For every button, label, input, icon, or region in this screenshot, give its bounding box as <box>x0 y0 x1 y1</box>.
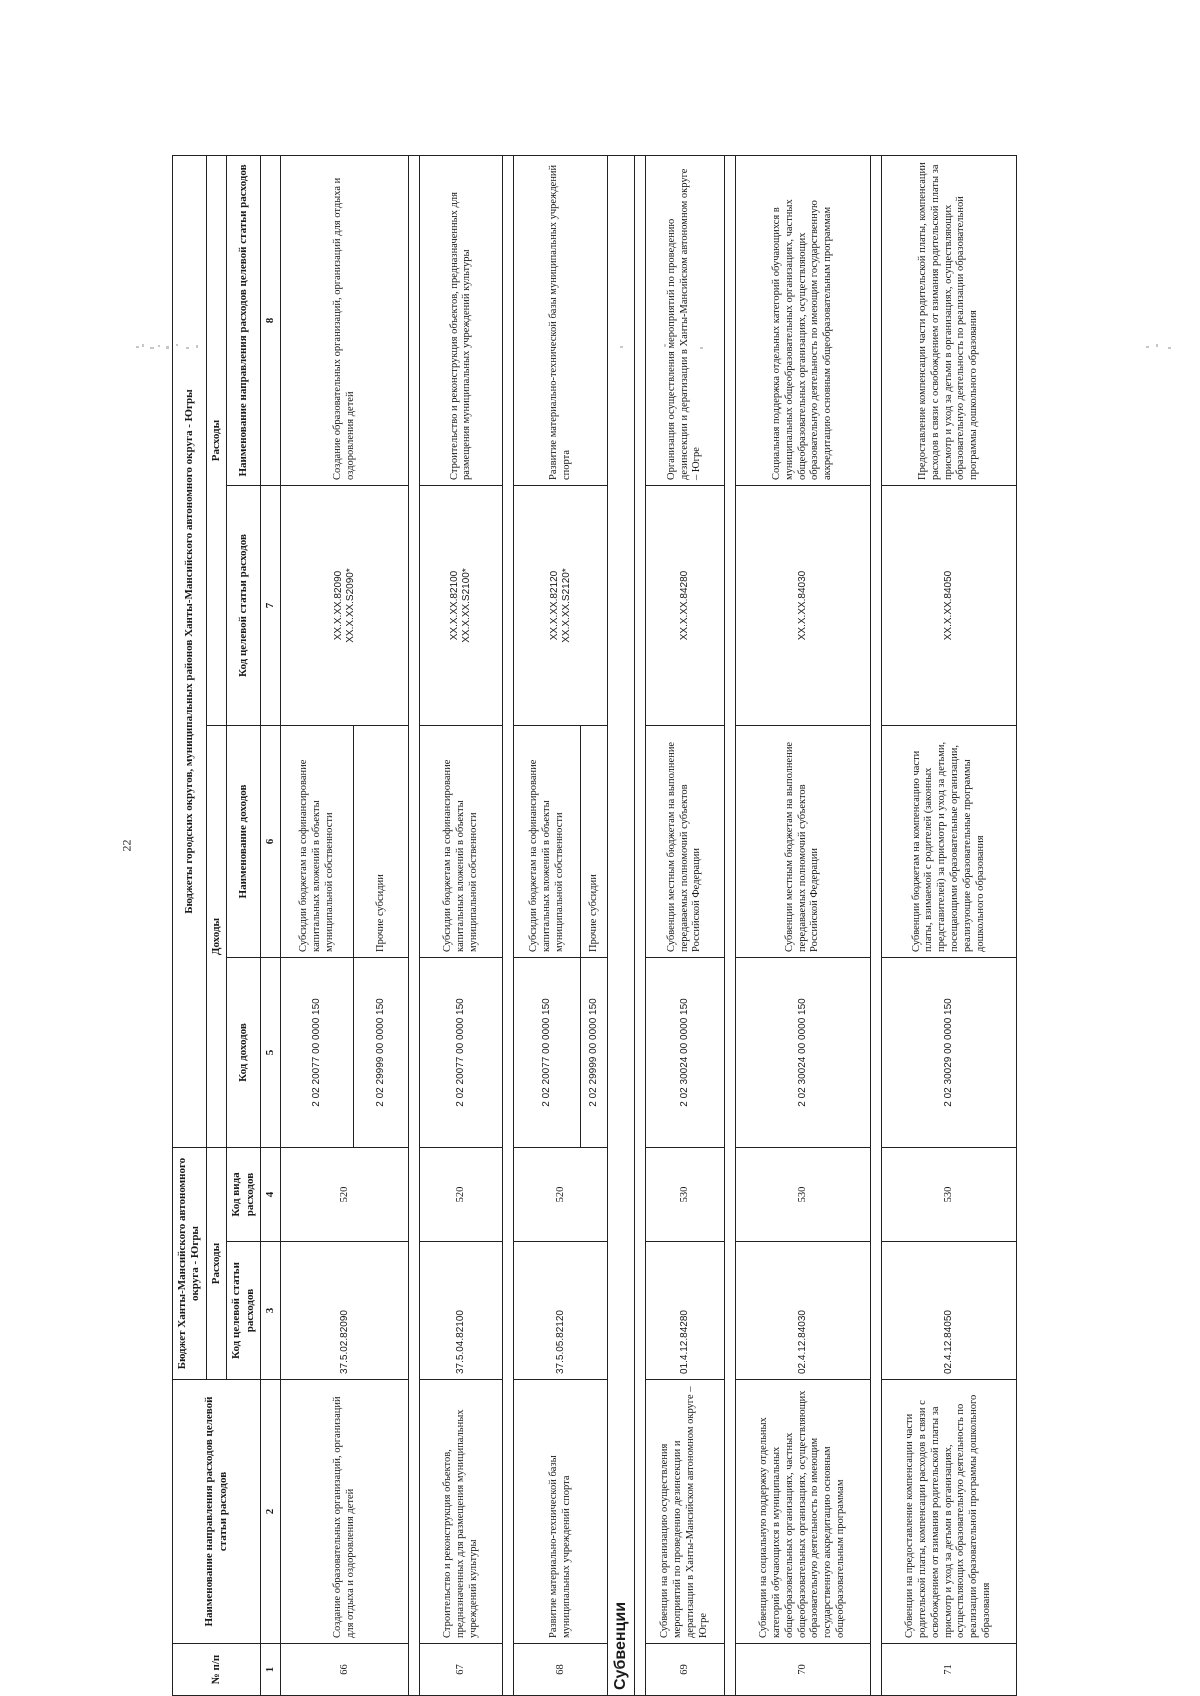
column-number: 6 <box>261 726 281 958</box>
column-number: 3 <box>261 1242 281 1380</box>
row-code-kind: 520 <box>420 1148 503 1242</box>
row-code-target-mun: XX.X.XX.82100 XX.X.XX.S2100* <box>420 486 503 726</box>
row-income-name: Субвенции бюджетам на компенсацию части платы, взимаемой с родителей (законных представителей) за присмотр и уход за детьми, посещающими образовательные организации, реализующие образовательные программы дошкольного образования <box>881 726 1016 958</box>
row-name-right: Строительство и реконструкция объектов, предназначенных для размещения муниципальных учреждений культуры <box>420 156 503 486</box>
table-row <box>645 156 724 1696</box>
header-expenses-municipal: Расходы <box>206 156 226 726</box>
row-code-target-mun: XX.X.XX.84030 <box>735 486 870 726</box>
row-code-kind: 530 <box>881 1148 1016 1242</box>
header-name-left: Наименование направления расходов целевой статьи расходов <box>173 1380 261 1644</box>
rotated-page-content <box>172 156 992 1696</box>
header-name-right: Наименование направления расходов целевой статьи расходов <box>227 156 261 486</box>
row-code-target: 02.4.12.84030 <box>735 1242 870 1380</box>
row-income-code: 2 02 30024 00 0000 150 <box>735 958 870 1148</box>
section-row <box>608 156 635 1696</box>
row-income-code: 2 02 20077 00 0000 150 <box>281 958 354 1148</box>
row-income-name: Прочие субсидии <box>581 726 608 958</box>
row-code-target: 02.4.12.84050 <box>881 1242 1016 1380</box>
column-number: 7 <box>261 486 281 726</box>
row-code-target: 01.4.12.84280 <box>645 1242 724 1380</box>
budget-classification-table <box>172 155 1017 1696</box>
row-name: Субвенции на организацию осуществления мероприятий по проведению дезинсекции и дератизации в Ханты-Мансийском автономном округе – Югре <box>645 1380 724 1644</box>
section-label: Субвенции <box>608 156 635 1696</box>
row-income-name: Субвенции местным бюджетам на выполнение передаваемых полномочий субъектов Российской Федерации <box>735 726 870 958</box>
header-code-income: Код доходов <box>227 958 261 1148</box>
row-name-right: Организация осуществления мероприятий по проведению дезинсекции и дератизации в Ханты-Мансийском автономном округе – Югре <box>645 156 724 486</box>
header-num: № п/п <box>173 1644 261 1696</box>
row-income-name: Субсидии бюджетам на софинансирование капитальных вложений в объекты муниципальной собственности <box>281 726 354 958</box>
column-number: 1 <box>261 1644 281 1696</box>
row-income-code: 2 02 30029 00 0000 150 <box>881 958 1016 1148</box>
header-code-kind: Код вида расходов <box>227 1148 261 1242</box>
row-name-right: Социальная поддержка отдельных категорий обучающихся в муниципальных общеобразовательных организациях, частных общеобразовательных организациях, осуществляющих образовательную деятельность по имеющим государственную аккредитацию основным общеобразовательным программам <box>735 156 870 486</box>
row-num: 70 <box>735 1644 870 1696</box>
table-row <box>514 156 581 1696</box>
column-number: 8 <box>261 156 281 486</box>
row-code-target: 37.5.05.82120 <box>514 1242 608 1380</box>
row-income-code: 2 02 29999 00 0000 150 <box>581 958 608 1148</box>
row-name: Создание образовательных организаций, организаций для отдыха и оздоровления детей <box>281 1380 409 1644</box>
row-code-target: 37.5.02.82090 <box>281 1242 409 1380</box>
row-name-right: Предоставление компенсации части родительской платы, компенсации расходов в связи с освобождением от взимания родительской платы за присмотр и уход за детьми в организациях, осуществляющих образовательную деятельность по реализации образовательной программы дошкольного образования <box>881 156 1016 486</box>
column-number: 5 <box>261 958 281 1148</box>
column-number: 2 <box>261 1380 281 1644</box>
header-expenses-okrug: Расходы <box>206 1148 226 1380</box>
table-row <box>420 156 503 1696</box>
row-num: 68 <box>514 1644 608 1696</box>
row-income-name: Субсидии бюджетам на софинансирование капитальных вложений в объекты муниципальной собственности <box>420 726 503 958</box>
header-code-target: Код целевой статьи расходов <box>227 1242 261 1380</box>
header-group-municipal: Бюджеты городских округов, муниципальных районов Ханты-Мансийского автономного округа - Югры <box>173 156 207 1148</box>
row-income-code: 2 02 20077 00 0000 150 <box>514 958 581 1148</box>
table-row <box>735 156 870 1696</box>
row-code-target-mun: XX.X.XX.82090 XX.X.XX.S2090* <box>281 486 409 726</box>
row-code-kind: 530 <box>735 1148 870 1242</box>
header-group-okrug: Бюджет Ханты-Мансийского автономного округа - Югры <box>173 1148 207 1380</box>
row-income-name: Субвенции местным бюджетам на выполнение передаваемых полномочий субъектов Российской Федерации <box>645 726 724 958</box>
row-num: 71 <box>881 1644 1016 1696</box>
row-code-kind: 520 <box>514 1148 608 1242</box>
row-code-kind: 530 <box>645 1148 724 1242</box>
row-income-code: 2 02 20077 00 0000 150 <box>420 958 503 1148</box>
row-code-target-mun: XX.X.XX.84050 <box>881 486 1016 726</box>
row-name: Строительство и реконструкция объектов, предназначенных для размещения муниципальных учреждений культуры <box>420 1380 503 1644</box>
row-income-code: 2 02 30024 00 0000 150 <box>645 958 724 1148</box>
table-row <box>881 156 1016 1696</box>
header-incomes: Доходы <box>206 726 226 1148</box>
column-number: 4 <box>261 1148 281 1242</box>
row-income-code: 2 02 29999 00 0000 150 <box>354 958 409 1148</box>
row-num: 66 <box>281 1644 409 1696</box>
row-income-name: Прочие субсидии <box>354 726 409 958</box>
row-code-target-mun: XX.X.XX.82120 XX.X.XX.S2120* <box>514 486 608 726</box>
row-code-target-mun: XX.X.XX.84280 <box>645 486 724 726</box>
row-code-target: 37.5.04.82100 <box>420 1242 503 1380</box>
row-name-right: Развитие материально-технической базы муниципальных учреждений спорта <box>514 156 608 486</box>
row-code-kind: 520 <box>281 1148 409 1242</box>
row-name: Субвенции на социальную поддержку отдельных категорий обучающихся в муниципальных общеобразовательных организациях, частных общеобразовательных организациях, осуществляющих образовательную деятельность по имеющим государственную аккредитацию основным общеобразовательным программам <box>735 1380 870 1644</box>
header-name-income: Наименование доходов <box>227 726 261 958</box>
page-number: 22 <box>119 839 134 852</box>
row-name: Развитие материально-технической базы муниципальных учреждений спорта <box>514 1380 608 1644</box>
table-row <box>281 156 354 1696</box>
row-num: 69 <box>645 1644 724 1696</box>
row-name-right: Создание образовательных организаций, организаций для отдыха и оздоровления детей <box>281 156 409 486</box>
row-num: 67 <box>420 1644 503 1696</box>
row-name: Субвенции на предоставление компенсации части родительской платы, компенсации расходов в связи с освобождением от взимания родительской платы за присмотр и уход за детьми в организациях, осуществляющих образовательную деятельность по реализации образовательной программы дошкольного образования <box>881 1380 1016 1644</box>
header-code-target-mun: Код целевой статьи расходов <box>227 486 261 726</box>
row-income-name: Субсидии бюджетам на софинансирование капитальных вложений в объекты муниципальной собственности <box>514 726 581 958</box>
